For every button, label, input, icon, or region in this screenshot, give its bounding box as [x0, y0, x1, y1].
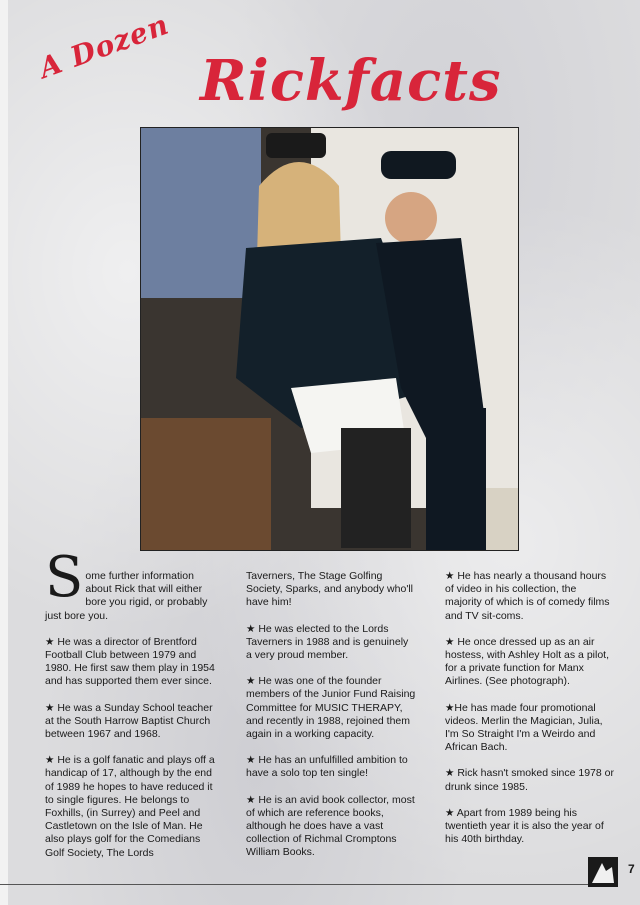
photo [140, 127, 519, 551]
drop-cap: S [45, 545, 84, 610]
list-item: Taverners, The Stage Golfing Society, Sparks, and anybody who'll have him! [246, 570, 413, 609]
footer-rule [0, 884, 588, 885]
list-item: ★ He was elected to the Lords Taverners in 1988 and is genuinely a very proud member. [246, 622, 409, 662]
column-right [445, 570, 615, 859]
column-left [45, 545, 220, 873]
title-a-dozen: A Dozen [34, 7, 174, 86]
photo-illustration [141, 128, 518, 550]
list-item: ★ He was one of the founder members of the Junior Fund Raising Committee for MUSIC THERAPY, and recently in 1988, rejoined them again in a working capacity. [246, 675, 416, 741]
page-edge [0, 0, 8, 905]
list-item: ★ Rick hasn't smoked since 1978 or drunk since 1985. [445, 767, 614, 793]
list-item: ★ He is a golf fanatic and plays off a handicap of 17, although by the end of 1989 he hopes to have reduced it to single figures. He belongs to Foxhills, (in Surrey) and Peel and Castletown on the Isle of Man. He also plays golf for the Comedians Golf Society, The Lords [45, 754, 215, 859]
list-item: ★ He was a Sunday School teacher at the South Harrow Baptist Church between 1967 and 1968. [45, 701, 213, 741]
list-item: ★ He is an avid book collector, most of which are reference books, although he does have a vast collection of Richmal Cromptons William Books. [246, 793, 415, 859]
title-rickfacts: Rickfacts [200, 48, 502, 114]
list-item: ★He has made four promotional videos. Merlin the Magician, Julia, I'm So Straight I'm a Weirdo and African Bach. [445, 701, 603, 754]
list-item: ★ Apart from 1989 being his twentieth year it is also the year of his 40th birthday. [445, 806, 604, 846]
list-item: ★ He once dressed up as an air hostess, with Ashley Holt as a pilot, for a private function for Manx Airlines. (See photograph). [445, 635, 609, 688]
list-item: ★ He has an unfulfilled ambition to have a solo top ten single! [246, 754, 408, 780]
list-item: ★ He was a director of Brentford Football Club between 1979 and 1980. He first saw them play in 1954 and has supported them ever since. [45, 635, 215, 688]
column-middle [246, 570, 416, 873]
publisher-logo-icon [588, 857, 618, 887]
list-item: ★ He has nearly a thousand hours of video in his collection, the majority of which is of comedy films and TV sit-coms. [445, 570, 610, 622]
intro-paragraph: Some further information about Rick that will either bore you rigid, or probably just bore you. [45, 545, 208, 622]
page-number: 7 [628, 862, 635, 876]
